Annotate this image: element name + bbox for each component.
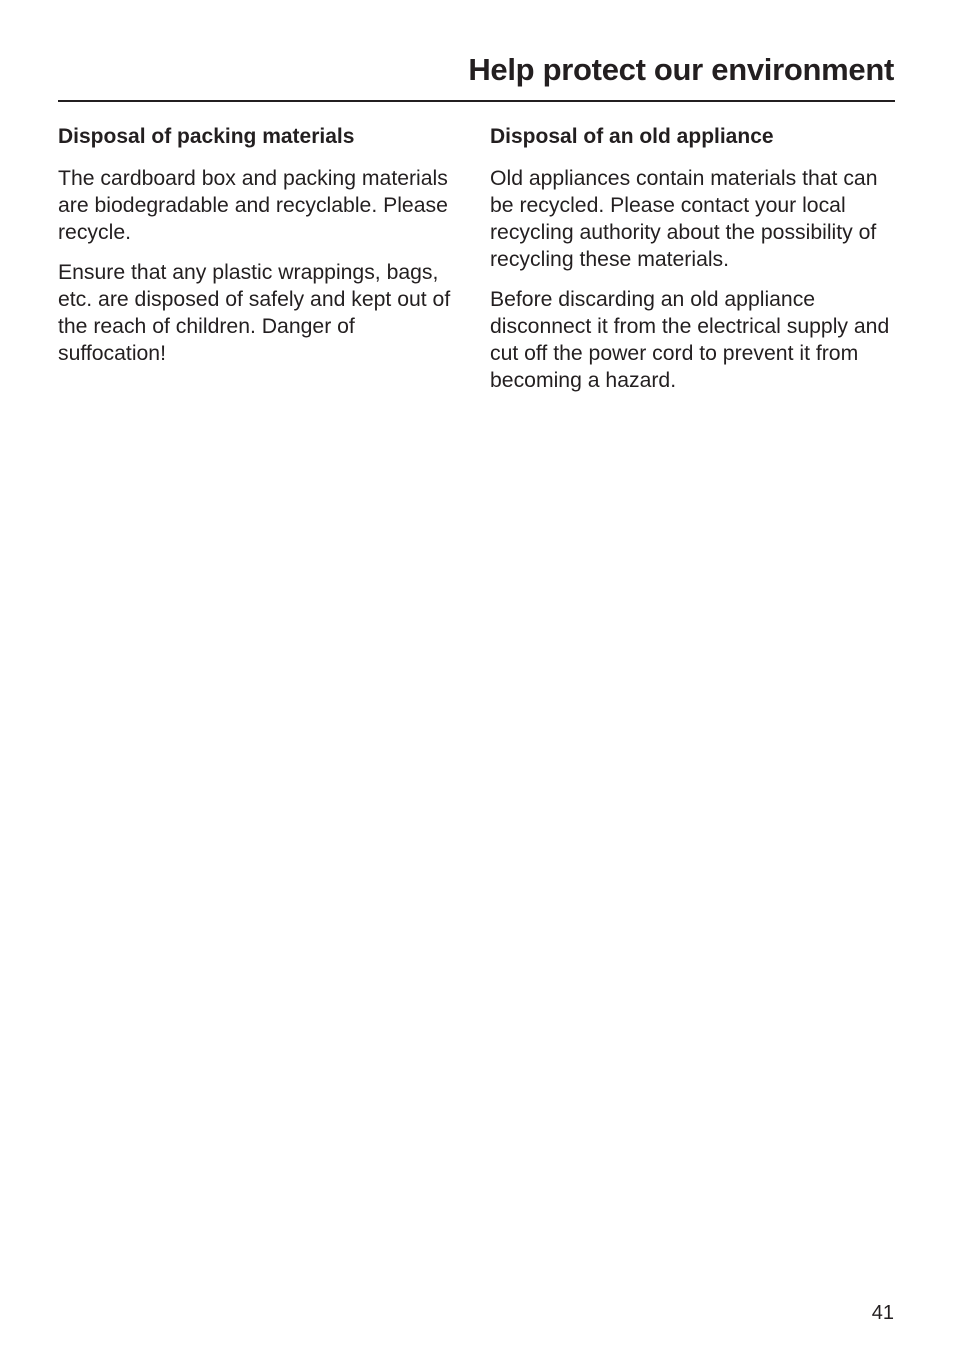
old-appliance-paragraph-2: Before discarding an old appliance disconnect it from the electrical supply and cut off the power cord to prevent it from becoming a hazard. bbox=[490, 288, 890, 392]
packing-paragraph-1: The cardboard box and packing materials are biodegradable and recyclable. Please recycle. bbox=[58, 167, 448, 244]
old-appliance-paragraph-1: Old appliances contain materials that can be recycled. Please contact your local recycling authority about the possibility of recycling these materials. bbox=[490, 167, 878, 271]
packing-paragraph-2: Ensure that any plastic wrappings, bags, etc. are disposed of safely and kept out of the reach of children. Danger of suffocation! bbox=[58, 261, 451, 365]
section-heading-packing: Disposal of packing materials bbox=[58, 125, 355, 148]
page-number: 41 bbox=[871, 1302, 894, 1324]
packing-materials-section bbox=[58, 122, 458, 380]
section-heading-old-appliance: Disposal of an old appliance bbox=[490, 125, 774, 148]
title-divider bbox=[58, 100, 895, 102]
page-title: Help protect our environment bbox=[468, 52, 894, 87]
old-appliance-section bbox=[490, 122, 894, 407]
